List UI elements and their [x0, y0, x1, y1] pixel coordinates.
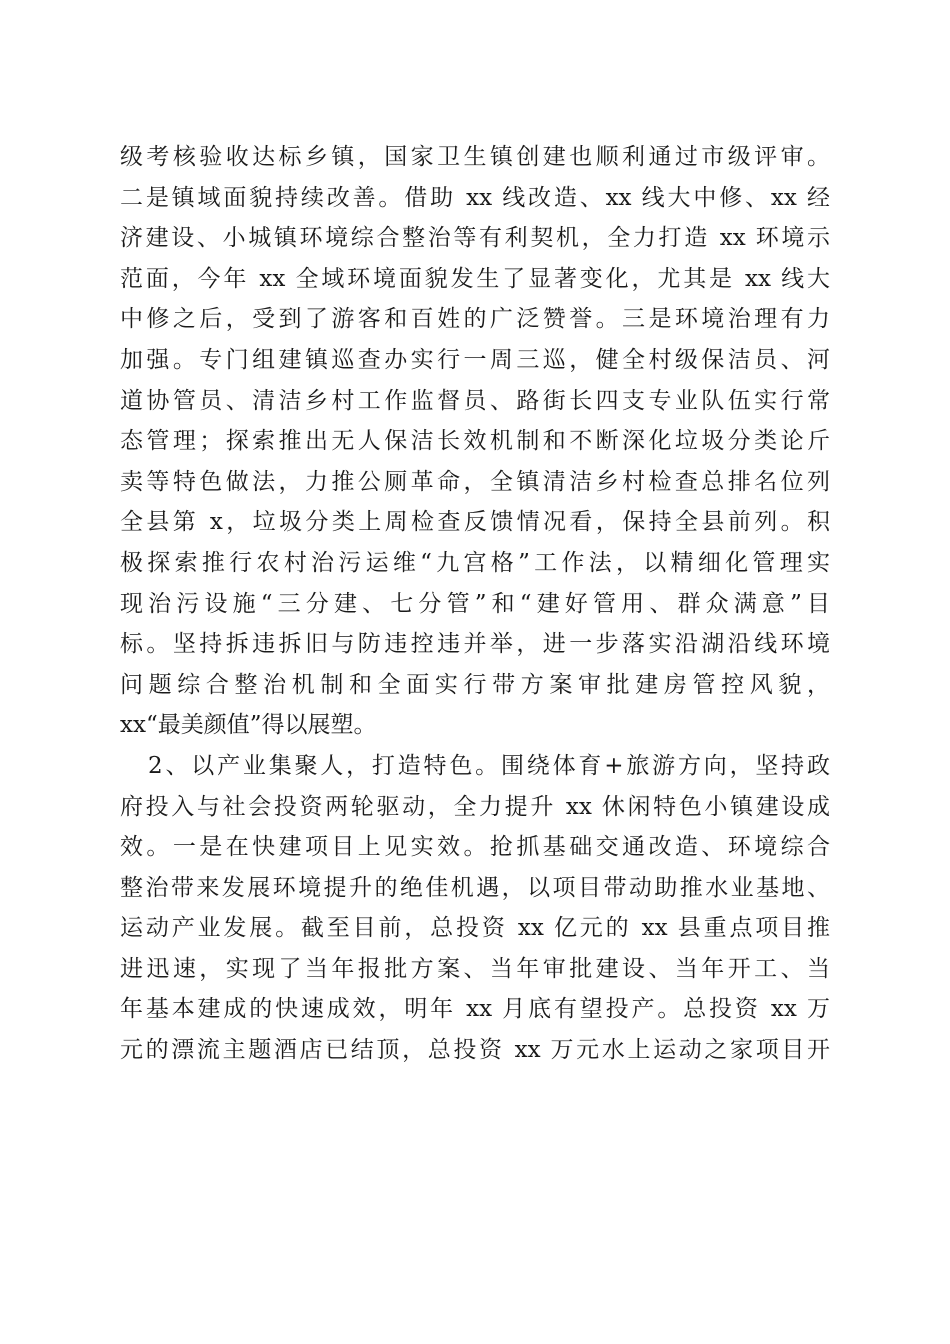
text-line: 级考核验收达标乡镇，国家卫生镇创建也顺利通过市级评审。 — [120, 144, 830, 170]
text-line: 元的漂流主题酒店已结顶，总投资 xx 万元水上运动之家项目开 — [120, 1037, 830, 1064]
text-line: 济建设、小城镇环境综合整治等有利契机，全力打造 xx 环境示 — [120, 225, 830, 252]
document-body — [120, 137, 830, 1071]
paragraph — [120, 746, 830, 1071]
text-line: 问题综合整治机制和全面实行带方案审批建房管控风貌， — [120, 671, 830, 698]
text-line: 效。一是在快建项目上见实效。抢抓基础交通改造、环境综合 — [120, 834, 830, 861]
text-line: 范面，今年 xx 全域环境面貌发生了显著变化，尤其是 xx 线大 — [120, 265, 830, 292]
text-line: 进迅速，实现了当年报批方案、当年审批建设、当年开工、当 — [120, 955, 830, 982]
text-line: 道协管员、清洁乡村工作监督员、路街长四支专业队伍实行常 — [120, 387, 830, 414]
paragraph — [120, 137, 830, 746]
text-line: 标。坚持拆违拆旧与防违控违并举，进一步落实沿湖沿线环境 — [120, 631, 830, 658]
text-line: 极探索推行农村治污运维“九宫格”工作法，以精细化管理实 — [120, 549, 830, 576]
text-line: 2、以产业集聚人，打造特色。围绕体育+旅游方向，坚持政 — [148, 752, 830, 779]
text-line: 加强。专门组建镇巡查办实行一周三巡，健全村级保洁员、河 — [120, 346, 830, 373]
text-line: 二是镇域面貌持续改善。借助 xx 线改造、xx 线大中修、xx 经 — [120, 184, 830, 211]
text-line: 年基本建成的快速成效，明年 xx 月底有望投产。总投资 xx 万 — [120, 996, 830, 1023]
text-line: 现治污设施“三分建、七分管”和“建好管用、群众满意”目 — [120, 590, 830, 617]
text-line: 卖等特色做法，力推公厕革命，全镇清洁乡村检查总排名位列 — [120, 468, 830, 495]
text-line: 中修之后，受到了游客和百姓的广泛赞誉。三是环境治理有力 — [120, 306, 830, 333]
text-line: 府投入与社会投资两轮驱动，全力提升 xx 休闲特色小镇建设成 — [120, 793, 830, 820]
text-line: 全县第 x，垃圾分类上周检查反馈情况看，保持全县前列。积 — [120, 509, 830, 536]
text-line: 态管理；探索推出无人保洁长效机制和不断深化垃圾分类论斤 — [120, 428, 830, 455]
text-line: xx“最美颜值”得以展塑。 — [120, 712, 377, 739]
text-line: 运动产业发展。截至目前，总投资 xx 亿元的 xx 县重点项目推 — [120, 915, 830, 942]
text-line: 整治带来发展环境提升的绝佳机遇，以项目带动助推水业基地、 — [120, 874, 830, 901]
